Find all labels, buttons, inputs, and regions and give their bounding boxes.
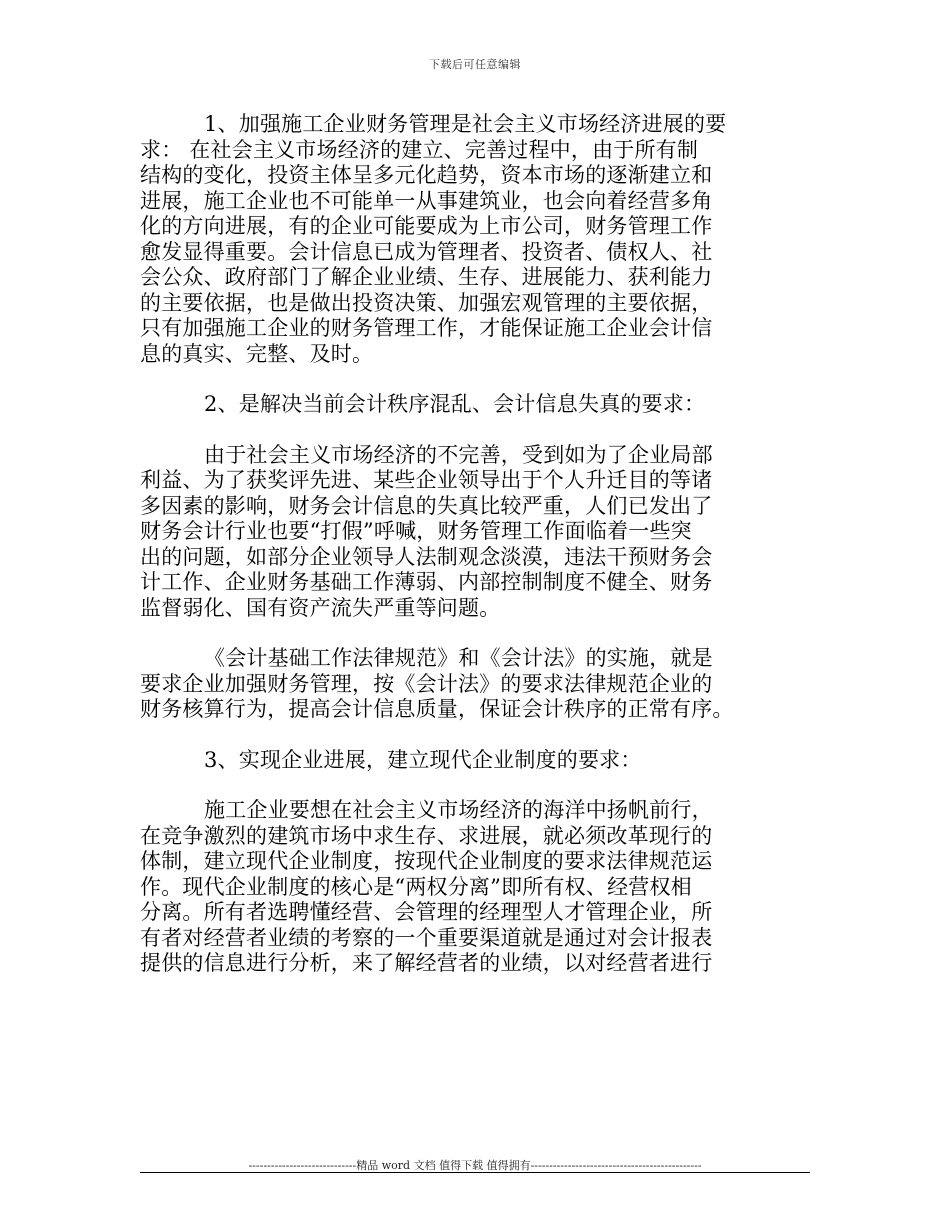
document-body [140, 112, 820, 1002]
text-line: 提供的信息进行分析，来了解经营者的业绩，以对经营者进行 [140, 951, 713, 975]
text-line: 只有加强施工企业的财务管理工作，才能保证施工企业会计信 [140, 316, 713, 340]
text-line: 多因素的影响，财务会计信息的失真比较严重，人们已发出了 [140, 493, 713, 518]
text-line: 愈发显得重要。会计信息已成为管理者、投资者、债权人、社 [140, 239, 713, 264]
text-line: 进展，施工企业也不可能单一从事建筑业，也会向着经营多角 [140, 188, 713, 213]
paragraph-2 [140, 443, 820, 622]
text-line: 利益、为了获奖评先进、某些企业领导出于个人升迁目的等诸 [140, 468, 713, 492]
text-line: 财务核算行为，提高会计信息质量，保证会计秩序的正常有序。 [140, 697, 734, 721]
section-heading-3 [140, 748, 820, 774]
text-line: 计工作、企业财务基础工作薄弱、内部控制制度不健全、财务 [140, 570, 713, 594]
text-line: 结构的变化，投资主体呈多元化趋势，资本市场的逐渐建立和 [140, 163, 713, 187]
paragraph-4 [140, 798, 820, 977]
text-line: 化的方向进展，有的企业可能要成为上市公司，财务管理工作 [140, 214, 713, 238]
text-line: 3、实现企业进展，建立现代企业制度的要求： [204, 747, 642, 772]
footer-divider [140, 1172, 810, 1173]
text-line: 施工企业要想在社会主义市场经济的海洋中扬帆前行， [204, 798, 713, 822]
text-line: 有者对经营者业绩的考察的一个重要渠道就是通过对会计报表 [140, 925, 713, 950]
paragraph-3 [140, 646, 820, 723]
section-heading-2 [140, 392, 820, 418]
text-line: 分离。所有者选聘懂经营、会管理的经理型人才管理企业，所 [140, 900, 713, 924]
text-line: 《会计基础工作法律规范》和《会计法》的实施，就是 [204, 646, 713, 670]
text-line: 要求企业加强财务管理，按《会计法》的要求法律规范企业的 [140, 671, 713, 696]
text-line: 2、是解决当前会计秩序混乱、会计信息失真的要求： [204, 392, 706, 416]
text-line: 作。现代企业制度的核心是“两权分离”即所有权、经营权相 [140, 874, 692, 899]
text-line: 求： 在社会主义市场经济的建立、完善过程中，由于所有制 [140, 137, 699, 162]
page-header: 下载后可任意编辑 [429, 58, 521, 71]
text-line: 财务会计行业也要“打假”呼喊，财务管理工作面临着一些突 [140, 519, 692, 543]
text-line: 出的问题，如部分企业领导人法制观念淡漠，违法干预财务会 [140, 544, 713, 569]
text-line: 由于社会主义市场经济的不完善，受到如为了企业局部 [204, 442, 713, 467]
text-line: 体制，建立现代企业制度，按现代企业制度的要求法律规范运 [140, 849, 713, 873]
text-line: 监督弱化、国有资产流失严重等问题。 [140, 595, 501, 620]
text-line: 会公众、政府部门了解企业业绩、生存、进展能力、获利能力 [140, 265, 713, 289]
text-line: 的主要依据，也是做出投资决策、加强宏观管理的主要依据， [140, 290, 713, 315]
page-footer: -----------------------------精品 word 文档 值得下载 值得拥有---------------------------------------------- [248, 1159, 702, 1172]
paragraph-1 [140, 112, 820, 367]
text-line: 1、加强施工企业财务管理是社会主义市场经济进展的要 [204, 112, 727, 136]
text-line: 在竞争激烈的建筑市场中求生存、求进展，就必须改革现行的 [140, 823, 713, 848]
text-line: 息的真实、完整、及时。 [140, 341, 374, 366]
